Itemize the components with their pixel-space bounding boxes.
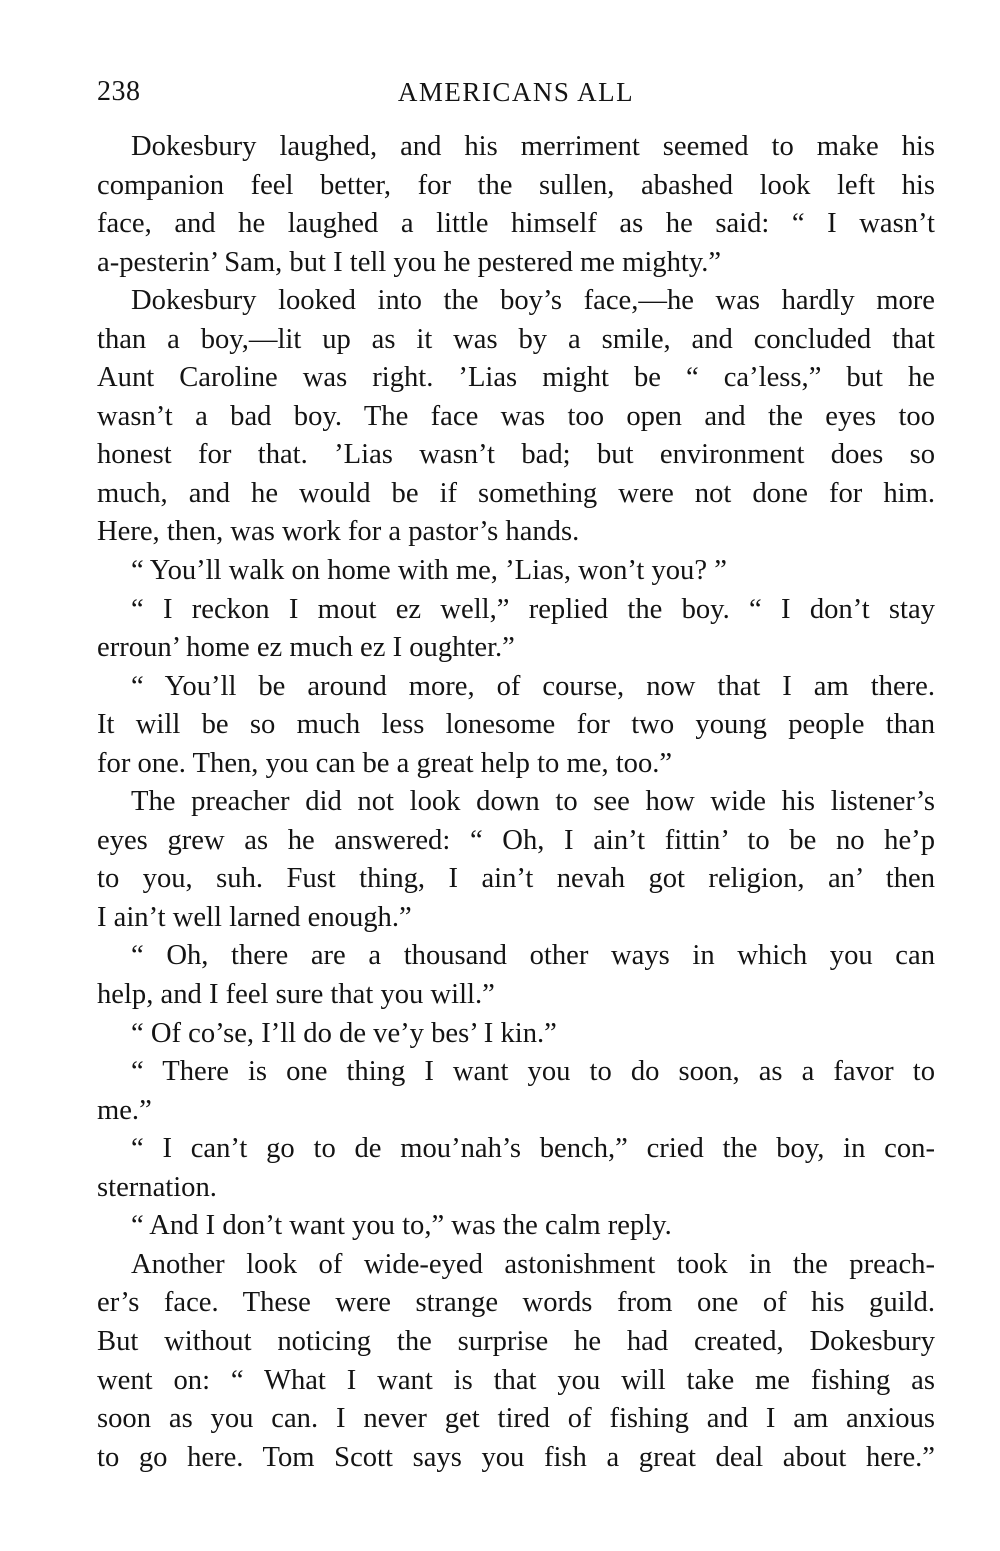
text-line: me.” — [97, 1094, 152, 1126]
text-line: much, and he would be if something were not done for him. — [97, 477, 935, 509]
text-line: eyes grew as he answered: “ Oh, I ain’t fittin’ to be no he’p — [97, 824, 935, 856]
text-line: Another look of wide-eyed astonishment took in the preach- — [131, 1248, 935, 1280]
text-line: “ I reckon I mout ez well,” replied the boy. “ I don’t stay — [131, 593, 935, 625]
text-line: “ You’ll walk on home with me, ’Lias, won’t you? ” — [131, 555, 727, 587]
text-line: than a boy,—lit up as it was by a smile, and concluded that — [97, 323, 935, 355]
text-line: Here, then, was work for a pastor’s hands. — [97, 516, 580, 548]
text-line: “ Of co’se, I’ll do de ve’y bes’ I kin.” — [131, 1017, 557, 1049]
text-line: I ain’t well larned enough.” — [97, 901, 412, 933]
text-line: But without noticing the surprise he had created, Dokesbury — [97, 1325, 935, 1357]
text-line: “ I can’t go to de mou’nah’s bench,” cried the boy, in con- — [131, 1133, 935, 1165]
running-title: AMERICANS ALL — [397, 77, 635, 107]
text-line: wasn’t a bad boy. The face was too open and the eyes too — [97, 400, 935, 432]
text-line: for one. Then, you can be a great help to me, too.” — [97, 747, 673, 779]
text-line: companion feel better, for the sullen, abashed look left his — [97, 169, 935, 201]
text-line: a-pesterin’ Sam, but I tell you he pestered me mighty.” — [97, 246, 722, 278]
text-line: Aunt Caroline was right. ’Lias might be “ ca’less,” but he — [97, 362, 935, 394]
text-line: The preacher did not look down to see how wide his listener’s — [131, 786, 935, 818]
text-line: “ You’ll be around more, of course, now that I am there. — [131, 670, 935, 702]
text-line: “ Oh, there are a thousand other ways in which you can — [131, 940, 935, 972]
text-line: er’s face. These were strange words from one of his guild. — [97, 1287, 935, 1319]
body-text — [97, 128, 935, 1477]
page-number: 238 — [97, 76, 141, 107]
text-line: honest for that. ’Lias wasn’t bad; but environment does so — [97, 439, 935, 471]
text-line: Dokesbury looked into the boy’s face,—he was hardly more — [131, 285, 935, 317]
text-line: “ And I don’t want you to,” was the calm reply. — [131, 1210, 672, 1242]
text-line: erroun’ home ez much ez I oughter.” — [97, 632, 515, 664]
text-line: to you, suh. Fust thing, I ain’t nevah got religion, an’ then — [97, 863, 935, 895]
text-line: went on: “ What I want is that you will take me fishing as — [97, 1364, 935, 1396]
text-line: to go here. Tom Scott says you fish a great deal about here.” — [97, 1441, 935, 1473]
text-line: sternation. — [97, 1171, 217, 1203]
running-head — [97, 72, 935, 112]
text-line: Dokesbury laughed, and his merriment seemed to make his — [131, 131, 935, 162]
text-line: help, and I feel sure that you will.” — [97, 979, 495, 1011]
text-line: face, and he laughed a little himself as he said: “ I wasn’t — [97, 208, 935, 240]
text-line: soon as you can. I never get tired of fishing and I am anxious — [97, 1403, 935, 1435]
text-line: It will be so much less lonesome for two young people than — [97, 709, 935, 741]
text-line: “ There is one thing I want you to do soon, as a favor to — [131, 1056, 935, 1088]
